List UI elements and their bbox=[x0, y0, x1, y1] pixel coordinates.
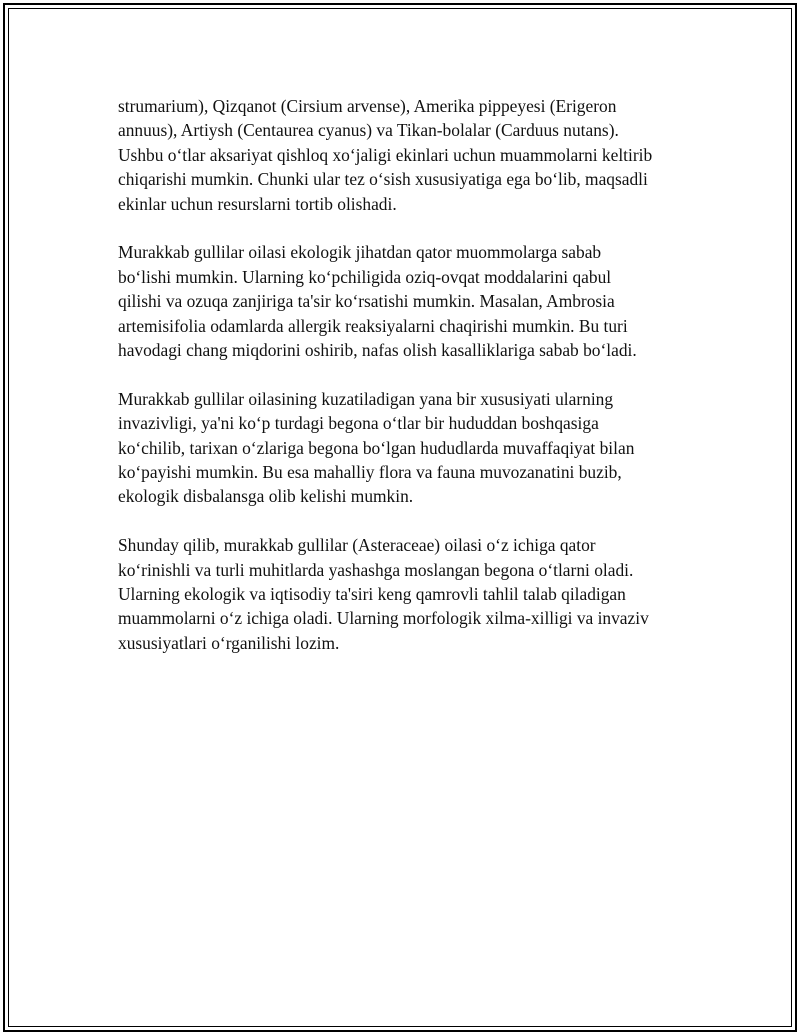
text-line: chiqarishi mumkin. Chunki ular tez o‘sish xususiyatiga ega bo‘lib, maqsadli bbox=[118, 169, 648, 190]
text-line: bo‘lishi mumkin. Ularning ko‘pchiligida oziq-ovqat moddalarini qabul bbox=[118, 266, 612, 287]
text-line: annuus), Artiysh (Centaurea cyanus) va Tikan-bolalar (Carduus nutans). bbox=[118, 120, 619, 141]
text-line: invazivligi, ya'ni ko‘p turdagi begona o‘tlar bir hududdan boshqasiga bbox=[118, 413, 599, 434]
paragraph-4 bbox=[118, 533, 718, 655]
text-line: Murakkab gullilar oilasi ekologik jihatdan qator muommolarga sabab bbox=[118, 242, 602, 263]
text-line: Ularning ekologik va iqtisodiy ta'siri keng qamrovli tahlil talab qiladigan bbox=[118, 584, 626, 605]
text-line: havodagi chang miqdorini oshirib, nafas olish kasalliklariga sabab bo‘ladi. bbox=[118, 340, 637, 361]
text-line: muammolarni o‘z ichiga oladi. Ularning morfologik xilma-xilligi va invaziv bbox=[118, 608, 649, 629]
text-line: ekinlar uchun resurslarni tortib olishadi. bbox=[118, 193, 397, 214]
paragraph-2 bbox=[118, 240, 718, 362]
text-line: artemisifolia odamlarda allergik reaksiyalarni chaqirishi mumkin. Bu turi bbox=[118, 315, 628, 336]
text-line: Ushbu o‘tlar aksariyat qishloq xo‘jaligi ekinlari uchun muammolarni keltirib bbox=[118, 144, 653, 165]
text-line: ko‘payishi mumkin. Bu esa mahalliy flora va fauna muvozanatini buzib, bbox=[118, 462, 622, 483]
text-line: xususiyatlari o‘rganilishi lozim. bbox=[118, 632, 340, 653]
text-line: ko‘rinishli va turli muhitlarda yashashga moslangan begona o‘tlarni oladi. bbox=[118, 559, 634, 580]
text-line: Shunday qilib, murakkab gullilar (Asteraceae) oilasi o‘z ichiga qator bbox=[118, 535, 596, 556]
text-line: ekologik disbalansga olib kelishi mumkin. bbox=[118, 486, 414, 507]
text-line: ko‘chilib, tarixan o‘zlariga begona bo‘lgan hududlarda muvaffaqiyat bilan bbox=[118, 437, 635, 458]
text-line: Murakkab gullilar oilasining kuzatiladigan yana bir xususiyati ularning bbox=[118, 388, 614, 409]
document-body bbox=[118, 94, 718, 680]
paragraph-3 bbox=[118, 387, 718, 509]
paragraph-1 bbox=[118, 94, 718, 216]
text-line: strumarium), Qizqanot (Cirsium arvense), Amerika pippeyesi (Erigeron bbox=[118, 96, 617, 116]
text-line: qilishi va ozuqa zanjiriga ta'sir ko‘rsatishi mumkin. Masalan, Ambrosia bbox=[118, 291, 615, 312]
